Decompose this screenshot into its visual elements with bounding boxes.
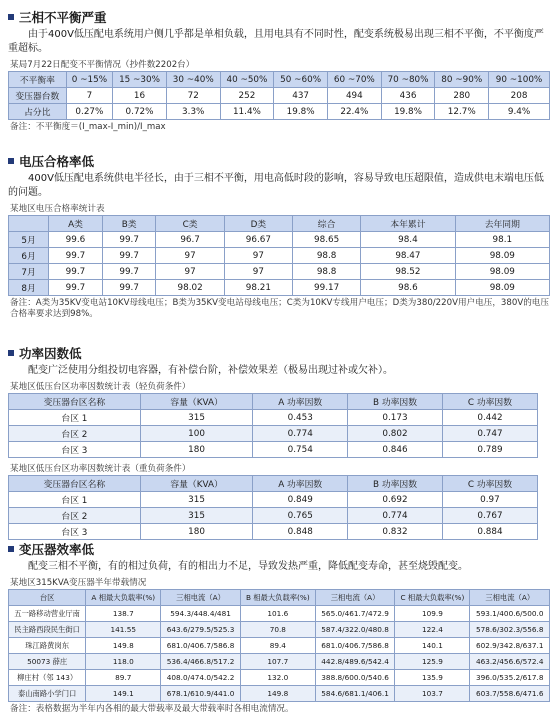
table-cell: 占分比 (9, 104, 67, 120)
section-paragraph: 配变三相不平衡，有的相过负荷，有的相出力不足，导致发热严重，降低配变寿命，甚至烧毁配变。 (28, 561, 468, 572)
table-cell: 436 (381, 88, 435, 104)
table-header-cell: 容量（KVA） (140, 476, 253, 492)
table-header-cell: 50 ~60% (274, 72, 328, 88)
table-cell: 98.47 (361, 248, 455, 264)
section-power-factor (8, 344, 548, 540)
table-cell: 0.754 (253, 442, 348, 458)
table-header-cell: 60 ~70% (327, 72, 381, 88)
table-cell: 0.789 (442, 442, 537, 458)
table-header-cell: 变压器台区名称 (9, 476, 141, 492)
table-cell: 109.9 (395, 606, 470, 622)
table-cell: 0.774 (253, 426, 348, 442)
table-caption: 某地区低压台区功率因数统计表（重负荷条件） (10, 464, 191, 474)
table-cell: 536.4/466.8/517.2 (161, 654, 241, 670)
table-header-cell: B类 (102, 216, 156, 232)
table-header-cell: A类 (49, 216, 103, 232)
table-cell: 494 (327, 88, 381, 104)
section-efficiency (8, 540, 550, 715)
table-header-row (9, 476, 538, 492)
table-header-cell: B 功率因数 (348, 476, 443, 492)
table-header-cell: 30 ~40% (166, 72, 220, 88)
table-cell: 台区 3 (9, 524, 141, 540)
table-row (9, 232, 550, 248)
table-cell: 135.9 (395, 670, 470, 686)
square-bullet-icon (8, 350, 14, 356)
table-cell: 72 (166, 88, 220, 104)
table-cell: 16 (113, 88, 167, 104)
table-header-cell: 台区 (9, 590, 86, 606)
table-cell: 0.747 (442, 426, 537, 442)
table-cell: 442.8/489.6/542.4 (315, 654, 395, 670)
table-cell: 681.0/406.7/586.8 (161, 638, 241, 654)
table-cell: 98.4 (361, 232, 455, 248)
table-cell: 97 (156, 264, 224, 280)
table-cell: 98.8 (292, 264, 360, 280)
table-row (9, 264, 550, 280)
table-cell: 138.7 (86, 606, 161, 622)
table-header-cell: 容量（KVA） (140, 394, 253, 410)
table-caption: 某地区低压台区功率因数统计表（轻负荷条件） (10, 382, 191, 392)
table-cell: 149.8 (240, 686, 315, 702)
table-cell: 587.4/322.0/480.8 (315, 622, 395, 638)
table-caption: 某局7月22日配变不平衡情况（抄件数2202台） (10, 60, 195, 70)
table-cell: 0.849 (253, 492, 348, 508)
section-paragraph: 配变广泛使用分组投切电容器，有补偿台阶，补偿效果差（极易出现过补或欠补）。 (28, 365, 393, 376)
table-cell: 6月 (9, 248, 49, 264)
table-cell: 149.1 (86, 686, 161, 702)
table-cell: 96.7 (156, 232, 224, 248)
table-note: 备注：不平衡度＝(I_max-I_min)/I_max (10, 122, 166, 132)
table-header-cell: 15 ~30% (113, 72, 167, 88)
table-cell: 五一路移动营业厅南 (9, 606, 86, 622)
table-cell: 台区 1 (9, 410, 141, 426)
table-cell: 99.6 (49, 232, 103, 248)
table-header-cell: C 相最大负载率(%) (395, 590, 470, 606)
square-bullet-icon (8, 546, 14, 552)
table-cell: 0.802 (348, 426, 443, 442)
table-header-cell: 90 ~100% (489, 72, 550, 88)
table-cell: 99.7 (102, 232, 156, 248)
table-cell: 118.0 (86, 654, 161, 670)
section-paragraph: 400V低压配电系统供电半径长，由于三相不平衡，用电高低时段的影响，容易导致电压超限值，造成供电末端电压低的问题。 (8, 173, 544, 198)
table-cell: 0.846 (348, 442, 443, 458)
table-cell: 602.9/342.8/637.1 (470, 638, 550, 654)
table-cell: 0.767 (442, 508, 537, 524)
section-heading: 变压器效率低 (8, 540, 550, 558)
table-cell: 0.453 (253, 410, 348, 426)
table-cell: 98.09 (455, 248, 549, 264)
table-cell: 97 (156, 248, 224, 264)
table-cell: 125.9 (395, 654, 470, 670)
table-header-cell: 三相电流（A） (161, 590, 241, 606)
table-cell: 民主路西段民生街口 (9, 622, 86, 638)
table-cell: 388.8/600.0/540.6 (315, 670, 395, 686)
table-cell: 315 (140, 492, 253, 508)
table-cell: 珠江路黄岗东 (9, 638, 86, 654)
table-cell: 132.0 (240, 670, 315, 686)
table-cell: 593.1/400.6/500.0 (470, 606, 550, 622)
table-cell: 0.774 (348, 508, 443, 524)
table-cell: 100 (140, 426, 253, 442)
table-cell: 101.6 (240, 606, 315, 622)
table-cell: 0.848 (253, 524, 348, 540)
unbalance-table (8, 71, 550, 120)
table-header-cell: 0 ~15% (66, 72, 113, 88)
table-header-cell: C 功率因数 (442, 476, 537, 492)
table-cell: 603.7/558.6/471.6 (470, 686, 550, 702)
table-cell: 50073 薛庄 (9, 654, 86, 670)
table-header-cell: 40 ~50% (220, 72, 274, 88)
table-cell: 99.7 (49, 248, 103, 264)
table-cell: 22.4% (327, 104, 381, 120)
table-row (9, 492, 538, 508)
table-cell: 柳庄村（邻 143） (9, 670, 86, 686)
table-header-cell: C 功率因数 (442, 394, 537, 410)
table-header-cell: A 功率因数 (253, 394, 348, 410)
table-cell: 97 (224, 248, 292, 264)
table-cell: 0.97 (442, 492, 537, 508)
table-row (9, 508, 538, 524)
table-cell: 7月 (9, 264, 49, 280)
table-cell: 280 (435, 88, 489, 104)
voltage-table (8, 215, 550, 296)
table-cell: 97 (224, 264, 292, 280)
table-cell: 408.0/474.0/542.2 (161, 670, 241, 686)
section-heading: 三相不平衡严重 (8, 8, 550, 26)
table-cell: 99.7 (102, 248, 156, 264)
table-cell: 252 (220, 88, 274, 104)
table-header-cell: C类 (156, 216, 224, 232)
table-header-cell: 变压器台区名称 (9, 394, 141, 410)
section-heading: 电压合格率低 (8, 152, 550, 170)
table-header-cell: B 功率因数 (348, 394, 443, 410)
table-cell: 98.09 (455, 280, 549, 296)
table-header-cell: 三相电流（A） (315, 590, 395, 606)
table-cell: 315 (140, 508, 253, 524)
table-cell: 140.1 (395, 638, 470, 654)
table-cell: 99.7 (102, 280, 156, 296)
square-bullet-icon (8, 158, 14, 164)
table-cell: 0.765 (253, 508, 348, 524)
table-cell: 396.0/535.2/617.8 (470, 670, 550, 686)
table-header-cell: A 功率因数 (253, 476, 348, 492)
power-factor-light-table (8, 393, 538, 458)
table-caption: 某地区315KVA变压器半年带载情况 (10, 578, 147, 588)
table-row (9, 654, 550, 670)
table-cell: 19.8% (381, 104, 435, 120)
table-cell: 98.1 (455, 232, 549, 248)
section-unbalance (8, 8, 550, 133)
table-cell: 180 (140, 524, 253, 540)
table-cell: 7 (66, 88, 113, 104)
table-row (9, 104, 550, 120)
table-cell: 107.7 (240, 654, 315, 670)
table-cell: 70.8 (240, 622, 315, 638)
table-cell: 681.0/406.7/586.8 (315, 638, 395, 654)
table-cell: 584.6/681.1/406.1 (315, 686, 395, 702)
table-cell: 594.3/448.4/481 (161, 606, 241, 622)
table-cell: 98.65 (292, 232, 360, 248)
table-cell: 9.4% (489, 104, 550, 120)
table-cell: 0.72% (113, 104, 167, 120)
table-cell: 8月 (9, 280, 49, 296)
table-cell: 678.1/610.9/441.0 (161, 686, 241, 702)
table-header-row (9, 72, 550, 88)
table-cell: 98.52 (361, 264, 455, 280)
table-cell: 103.7 (395, 686, 470, 702)
table-cell: 208 (489, 88, 550, 104)
table-cell: 98.8 (292, 248, 360, 264)
table-cell: 台区 2 (9, 426, 141, 442)
table-cell: 0.692 (348, 492, 443, 508)
table-cell: 3.3% (166, 104, 220, 120)
table-note: 备注：表格数据为半年内各相的最大带载率及最大带载率时各相电流情况。 (10, 704, 294, 714)
table-cell: 0.884 (442, 524, 537, 540)
table-row (9, 88, 550, 104)
table-cell: 台区 2 (9, 508, 141, 524)
table-cell: 98.02 (156, 280, 224, 296)
table-row (9, 410, 538, 426)
table-row (9, 670, 550, 686)
table-cell: 11.4% (220, 104, 274, 120)
table-cell: 437 (274, 88, 328, 104)
table-cell: 463.2/456.6/572.4 (470, 654, 550, 670)
table-cell: 99.17 (292, 280, 360, 296)
table-cell: 0.173 (348, 410, 443, 426)
table-row (9, 622, 550, 638)
table-cell: 565.0/461.7/472.9 (315, 606, 395, 622)
table-cell: 台区 1 (9, 492, 141, 508)
table-caption: 某地区电压合格率统计表 (10, 204, 105, 214)
table-header-cell: 不平衡率 (9, 72, 67, 88)
table-row (9, 442, 538, 458)
table-cell: 台区 3 (9, 442, 141, 458)
table-cell: 0.442 (442, 410, 537, 426)
table-row (9, 524, 538, 540)
table-row (9, 248, 550, 264)
table-header-row (9, 216, 550, 232)
table-cell: 泰山南路小学门口 (9, 686, 86, 702)
table-header-cell (9, 216, 49, 232)
table-cell: 19.8% (274, 104, 328, 120)
table-row (9, 426, 538, 442)
table-cell: 98.6 (361, 280, 455, 296)
table-cell: 12.7% (435, 104, 489, 120)
table-header-cell: 80 ~90% (435, 72, 489, 88)
table-cell: 99.7 (49, 264, 103, 280)
table-header-row (9, 394, 538, 410)
table-header-cell: B 相最大负载率(%) (240, 590, 315, 606)
table-cell: 99.7 (102, 264, 156, 280)
table-header-cell: 去年同期 (455, 216, 549, 232)
table-cell: 5月 (9, 232, 49, 248)
section-heading: 功率因数低 (8, 344, 548, 362)
table-cell: 578.6/302.3/556.8 (470, 622, 550, 638)
table-cell: 98.21 (224, 280, 292, 296)
table-header-cell: 70 ~80% (381, 72, 435, 88)
table-cell: 122.4 (395, 622, 470, 638)
table-row (9, 686, 550, 702)
table-row (9, 638, 550, 654)
table-row (9, 606, 550, 622)
table-header-cell: 综合 (292, 216, 360, 232)
table-cell: 149.8 (86, 638, 161, 654)
power-factor-heavy-table (8, 475, 538, 540)
table-cell: 315 (140, 410, 253, 426)
table-cell: 98.09 (455, 264, 549, 280)
table-cell: 96.67 (224, 232, 292, 248)
table-header-cell: A 相最大负载率(%) (86, 590, 161, 606)
table-cell: 89.7 (86, 670, 161, 686)
table-header-cell: 三相电流（A） (470, 590, 550, 606)
square-bullet-icon (8, 14, 14, 20)
table-cell: 0.832 (348, 524, 443, 540)
table-cell: 变压器台数 (9, 88, 67, 104)
table-header-cell: D类 (224, 216, 292, 232)
section-voltage (8, 152, 550, 320)
table-note: 备注：A类为35KV变电站10KV母线电压；B类为35KV变电站母线电压；C类为10KV专线用户电压；D类为380/220V用户电压，380V的电压合格率要求达到98%。 (10, 298, 549, 319)
transformer-load-table (8, 589, 550, 702)
section-paragraph: 由于400V低压配电系统用户侧几乎都是单相负载，且用电具有不同时性，配变系统极易出现三相不平衡，不平衡度严重超标。 (8, 29, 544, 54)
table-header-cell: 本年累计 (361, 216, 455, 232)
table-cell: 0.27% (66, 104, 113, 120)
table-cell: 99.7 (49, 280, 103, 296)
table-cell: 89.4 (240, 638, 315, 654)
table-cell: 643.6/279.5/525.3 (161, 622, 241, 638)
table-row (9, 280, 550, 296)
table-cell: 141.55 (86, 622, 161, 638)
table-header-row (9, 590, 550, 606)
table-cell: 180 (140, 442, 253, 458)
